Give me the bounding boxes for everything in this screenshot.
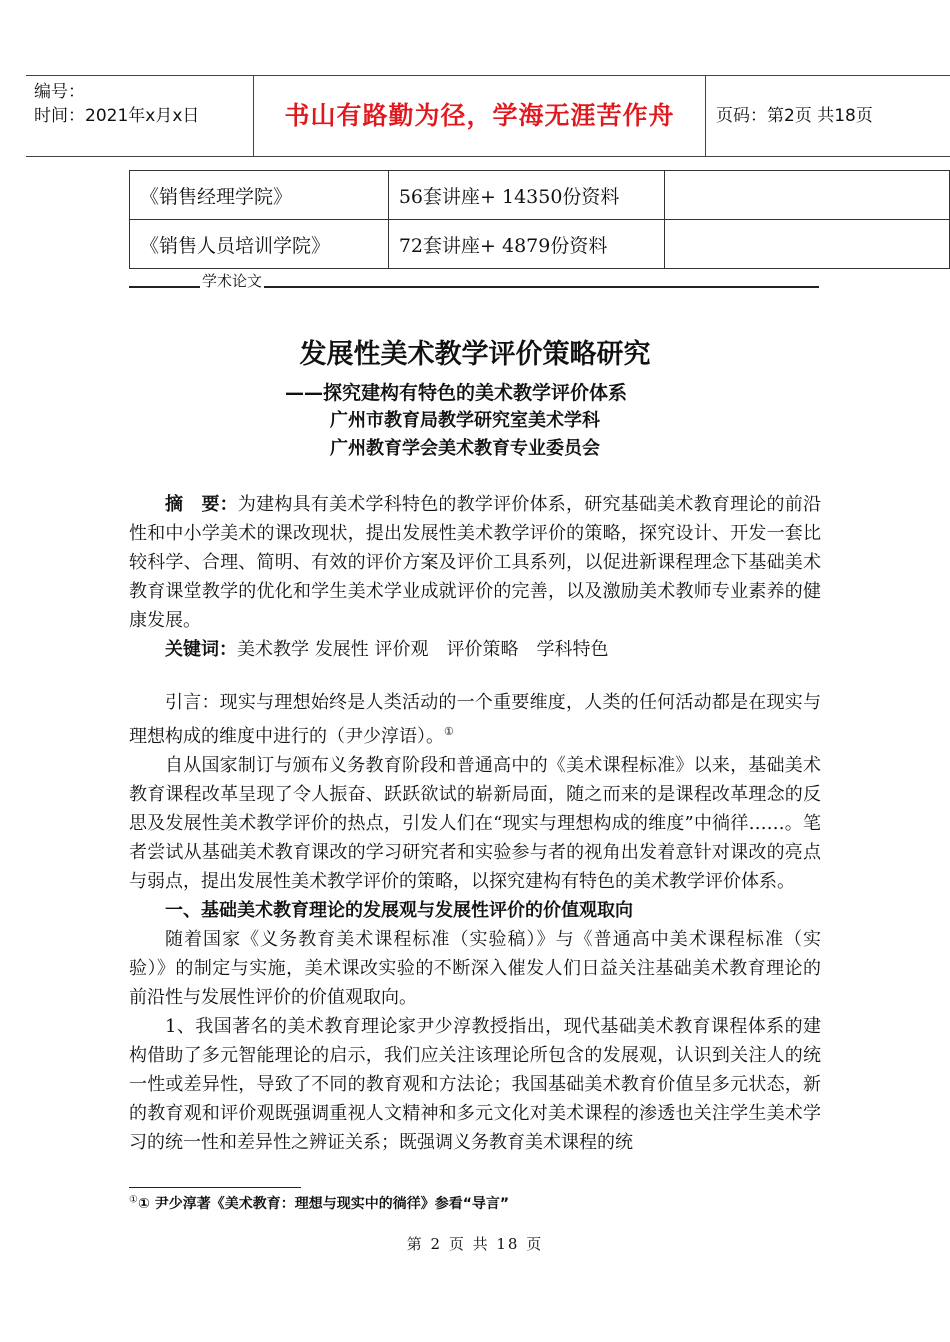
number-label: 编号：: [34, 82, 85, 102]
abstract-text: 为建构具有美术学科特色的教学评价体系，研究基础美术教育理论的前沿性和中小学美术的课改现状，提出发展性美术教学评价的策略，探究设计、开发一套比较科学、合理、简明、有效的评价方案及评价工具系列，以促进新课程理念下基础美术教育课堂教学的优化和学生美术学业成就评价的完善，以及激励美术教师专业素养的健康发展。: [129, 494, 822, 631]
table-row: [130, 220, 950, 269]
org-line-2: 广州教育学会美术教育专业委员会: [330, 438, 600, 459]
footnote-text: ① 尹少淳著《美术教育：理想与现实中的徜徉》参看“导言”: [137, 1196, 510, 1212]
page-header: [26, 75, 950, 157]
table-cell: 《销售人员培训学院》: [130, 220, 389, 269]
header-page-label: 页码：第2页 共18页: [716, 106, 873, 126]
footnote: [129, 1193, 509, 1213]
header-meta: [26, 76, 254, 156]
header-motto: 书山有路勤为径，学海无涯苦作舟: [254, 76, 706, 156]
page-subtitle: ——探究建构有特色的美术教学评价体系: [285, 382, 628, 404]
table-cell: 56套讲座+ 14350份资料: [388, 171, 664, 220]
section-label: 学术论文: [202, 272, 263, 290]
keywords-text: 美术教学 发展性 评价观 评价策略 学科特色: [237, 639, 609, 660]
intro-footnote-mark: ①: [444, 725, 454, 738]
page-title: 发展性美术教学评价策略研究: [299, 339, 651, 370]
section-heading-1: 一、基础美术教育理论的发展观与发展性评价的价值观取向: [165, 900, 633, 921]
body-block: [129, 688, 821, 1157]
table-cell: 《销售经理学院》: [130, 171, 389, 220]
page-footer: 第 2 页 共 18 页: [406, 1235, 544, 1253]
footnote-rule: [129, 1187, 301, 1188]
footnote-mark: ①: [129, 1194, 138, 1206]
time-label: 时间：2021年x月x日: [34, 106, 200, 126]
org-line-1: 广州市教育局教学研究室美术学科: [330, 410, 600, 431]
intro-text: 引言：现实与理想始终是人类活动的一个重要维度，人类的任何活动都是在现实与理想构成的维度中进行的（尹少淳语）。: [129, 692, 821, 747]
paragraph-1: 自从国家制订与颁布义务教育阶段和普通高中的《美术课程标准》以来，基础美术教育课程改革呈现了令人振奋、跃跃欲试的崭新局面，随之而来的是课程改革理念的反思及发展性美术教学评价的热点，引发人们在“现实与理想构成的维度”中徜徉……。笔者尝试从基础美术教育课改的学习研究者和实验参与者的视角出发着意针对课改的亮点与弱点，提出发展性美术教学评价的策略，以探究建构有特色的美术教学评价体系。: [129, 755, 821, 892]
table-cell: 72套讲座+ 4879份资料: [388, 220, 664, 269]
paragraph-2: 随着国家《义务教育美术课程标准（实验稿）》与《普通高中美术课程标准（实验）》的制定与实施，美术课改实验的不断深入催发人们日益关注基础美术教育理论的前沿性与发展性评价的价值观取向。: [129, 929, 821, 1008]
abstract-label: 摘 要：: [165, 494, 238, 515]
abstract-block: [129, 490, 821, 664]
paragraph-3: 1、我国著名的美术教育理论家尹少淳教授指出，现代基础美术教育课程体系的建构借助了多元智能理论的启示，我们应关注该理论所包含的发展观，认识到关注人的统一性或差异性，导致了不同的教育观和方法论；我国基础美术教育价值呈多元状态，新的教育观和评价观既强调重视人文精神和多元文化对美术课程的渗透也关注学生美术学习的统一性和差异性之辨证关系；既强调义务教育美术课程的统: [129, 1016, 821, 1153]
table-cell: [664, 220, 949, 269]
table-cell: [664, 171, 949, 220]
resource-table: [129, 170, 950, 269]
table-row: [130, 171, 950, 220]
keywords-label: 关键词：: [165, 639, 237, 660]
